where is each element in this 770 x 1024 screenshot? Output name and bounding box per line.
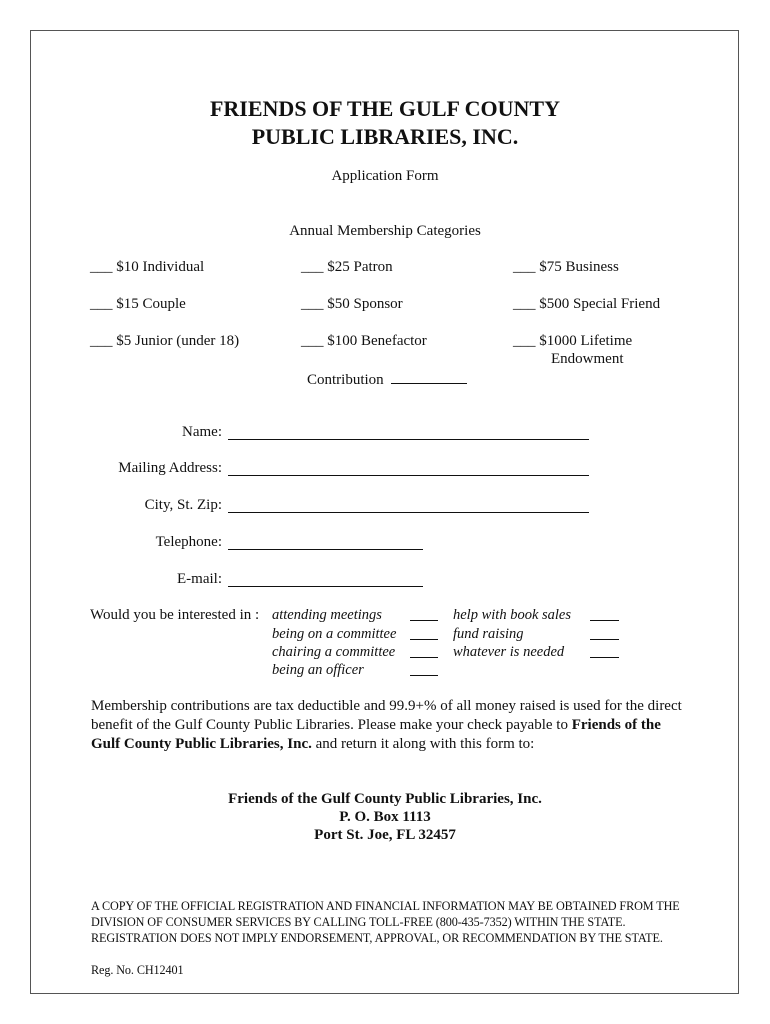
category-50-sponsor[interactable]: ___ $50 Sponsor (301, 296, 403, 312)
telephone-label: Telephone: (155, 534, 222, 550)
title-line-2: PUBLIC LIBRARIES, INC. (251, 124, 519, 149)
interest-fund-raising: fund raising (453, 626, 524, 642)
interest-chairing-blank[interactable] (410, 642, 438, 658)
interest-book-sales-blank[interactable] (590, 605, 619, 621)
category-15-couple[interactable]: ___ $15 Couple (90, 296, 186, 312)
category-100-benefactor[interactable]: ___ $100 Benefactor (301, 333, 427, 349)
interest-officer: being an officer (272, 662, 364, 678)
address-line-3: Port St. Joe, FL 32457 (314, 827, 456, 843)
paragraph-payee: Friends of the Gulf County Public Libraries, Inc. (91, 717, 661, 752)
interest-book-sales: help with book sales (453, 607, 572, 623)
interest-committee: being on a committee (272, 626, 397, 642)
interest-attending-meetings: attending meetings (272, 607, 382, 623)
interest-chairing: chairing a committee (272, 644, 396, 660)
name-label: Name: (182, 424, 222, 440)
paragraph-text-2: and return it along with this form to: (311, 736, 535, 752)
form-subtitle: Application Form (331, 168, 439, 184)
interest-attending-meetings-blank[interactable] (410, 605, 438, 621)
city-state-zip-field[interactable] (228, 497, 589, 513)
contribution-row (307, 369, 467, 389)
interest-officer-blank[interactable] (410, 660, 438, 676)
registration-number: Reg. No. CH12401 (91, 963, 184, 977)
category-1000-endowment: Endowment (551, 351, 624, 367)
categories-heading: Annual Membership Categories (289, 223, 481, 239)
email-field[interactable] (228, 571, 423, 587)
mailing-address-field[interactable] (228, 460, 589, 476)
paragraph-text-1: Membership contributions are tax deductible and 99.9+% of all money raised is used for the direct benefit of the Gulf County Public Libraries. Please make your check payable to (91, 698, 682, 733)
contribution-label: Contribution (307, 372, 384, 388)
category-1000-lifetime[interactable]: ___ $1000 Lifetime (513, 333, 633, 349)
interest-whatever-needed-blank[interactable] (590, 642, 619, 658)
name-field[interactable] (228, 424, 589, 440)
category-500-special-friend[interactable]: ___ $500 Special Friend (513, 296, 661, 312)
category-75-business[interactable]: ___ $75 Business (513, 259, 619, 275)
interest-whatever-needed: whatever is needed (453, 644, 565, 660)
title-line-1: FRIENDS OF THE GULF COUNTY (209, 96, 560, 121)
tax-deductible-paragraph (91, 697, 691, 754)
registration-notice: A COPY OF THE OFFICIAL REGISTRATION AND FINANCIAL INFORMATION MAY BE OBTAINED FROM THE DIVISION OF CONSUMER SERVICES BY CALLING TOLL-FREE (800-435-7352) WITHIN THE STATE. REGISTRATION DOES NOT IMPLY ENDORSEMENT, APPROVAL, OR RECOMMENDATION BY THE STATE. (91, 899, 680, 945)
interest-fund-raising-blank[interactable] (590, 624, 619, 640)
interests-prompt: Would you be interested in : (90, 607, 260, 623)
contribution-field[interactable] (391, 369, 467, 384)
interest-committee-blank[interactable] (410, 624, 438, 640)
category-10-individual[interactable]: ___ $10 Individual (90, 259, 205, 275)
address-line-2: P. O. Box 1113 (339, 809, 431, 825)
telephone-field[interactable] (228, 534, 423, 550)
email-label: E-mail: (177, 571, 222, 587)
category-5-junior[interactable]: ___ $5 Junior (under 18) (90, 333, 240, 349)
city-state-zip-label: City, St. Zip: (144, 497, 222, 513)
address-line-1: Friends of the Gulf County Public Libraries, Inc. (228, 791, 542, 807)
category-25-patron[interactable]: ___ $25 Patron (301, 259, 393, 275)
mailing-address-label: Mailing Address: (118, 460, 222, 476)
